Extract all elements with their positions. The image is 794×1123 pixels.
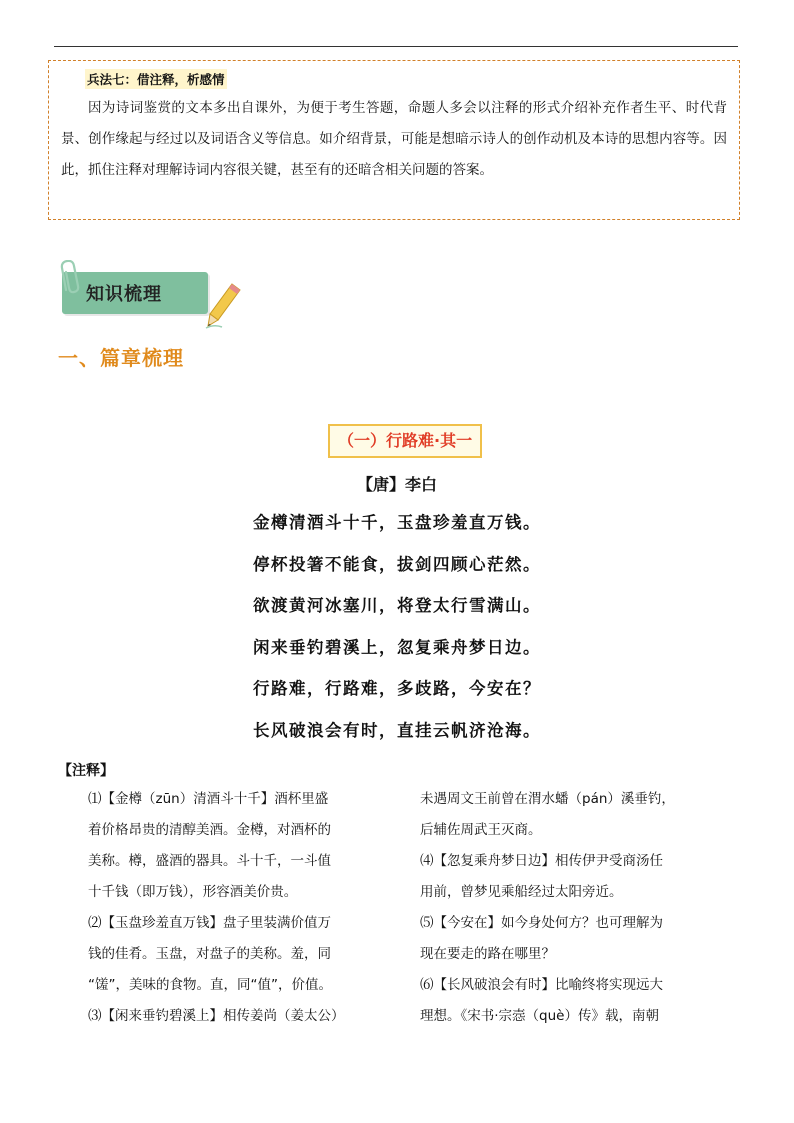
note-line: ⑹【长风破浪会有时】比喻终将实现远大 [420,977,663,993]
poem-body [0,510,794,760]
tip-box [48,60,740,220]
header-rule [54,46,738,47]
notes-left-column [88,784,388,1032]
note-line: 现在要走的路在哪里？ [420,946,555,962]
note-line: 十千钱（即万钱），形容酒美价贵。 [88,884,298,900]
poem-author: 【唐】李白 [356,475,437,494]
note-line: ⑴【金樽（zūn）清酒斗十千】酒杯里盛 [88,791,329,807]
note-line: ⑷【忽复乘舟梦日边】相传伊尹受商汤任 [420,853,663,869]
note-line: ⑵【玉盘珍羞直万钱】盘子里装满价值万 [88,915,331,931]
note-line: 美称。樽，盛酒的器具。斗十千，一斗值 [88,853,331,869]
poem-line: 闲来垂钓碧溪上，忽复乘舟梦日边。 [253,637,541,657]
poem-line: 金樽清酒斗十千，玉盘珍羞直万钱。 [253,513,541,532]
banner-label: 知识梳理 [86,284,162,305]
tip-body: 因为诗词鉴赏的文本多出自课外，为便于考生答题，命题人多会以注释的形式介绍补充作者生平、时代背景、创作缘起与经过以及词语含义等信息。如介绍背景，可能是想暗示诗人的创作动机及本诗的思想内容等。因此，抓住注释对理解诗词内容很关键，甚至有的还暗含相关问题的答案。 [61,100,727,178]
notes-heading: 【注释】 [58,763,114,779]
note-line: 后辅佐周武王灭商。 [420,822,542,838]
poem-title: （一）行路难·其一 [328,424,482,458]
poem-line: 欲渡黄河冰塞川，将登太行雪满山。 [253,596,541,616]
note-line: 着价格昂贵的清醇美酒。金樽，对酒杯的 [88,822,331,838]
knowledge-banner [58,264,244,334]
note-line: ⑸【今安在】如今身处何方？也可理解为 [420,915,663,931]
poem-line: 行路难，行路难，多歧路，今安在？ [253,679,541,699]
note-line: “馐”，美味的食物。直，同“值”，价值。 [88,977,332,993]
note-line: 用前，曾梦见乘船经过太阳旁近。 [420,884,623,900]
pencil-icon [204,282,244,330]
poem-line: 长风破浪会有时，直挂云帆济沧海。 [253,720,541,740]
section-heading: 一、篇章梳理 [58,346,184,370]
note-line: 钱的佳肴。玉盘，对盘子的美称。羞，同 [88,946,331,962]
notes-right-column [420,784,720,1032]
paperclip-icon [58,260,84,296]
note-line: 未遇周文王前曾在渭水蟠（pán）溪垂钓， [420,791,675,807]
tip-title: 兵法七：借注释，析感情 [85,69,227,89]
note-line: 理想。《宋书·宗悫（què）传》载，南朝 [420,1008,659,1024]
note-line: ⑶【闲来垂钓碧溪上】相传姜尚（姜太公） [88,1008,345,1024]
poem-line: 停杯投箸不能食，拔剑四顾心茫然。 [253,554,541,574]
